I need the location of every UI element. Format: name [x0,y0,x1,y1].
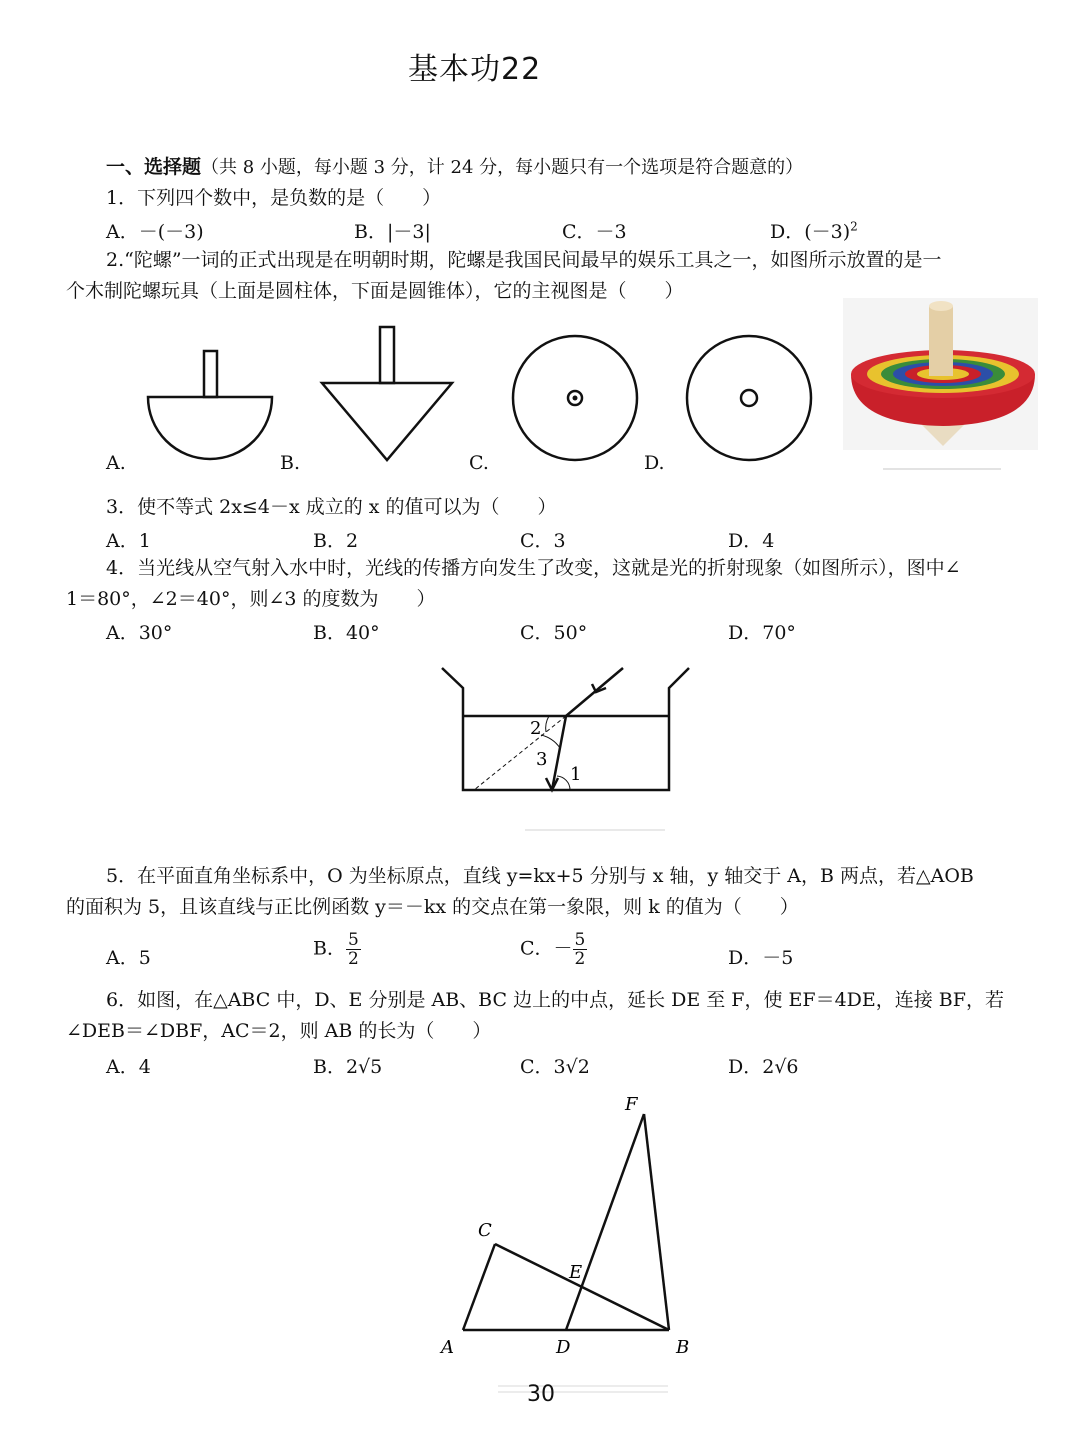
q4-fig-incident-ray [566,668,623,716]
q4-fig-label-2: 2 [530,718,542,739]
q2-fig-b-stick [380,327,394,383]
q4-fig-dashed-extension [474,716,566,790]
q5-option-c-fraction [573,931,588,968]
q5-stem-line2: 的面积为 5，且该直线与正比例函数 y＝－kx 的交点在第一象限，则 k 的值为（ ） [66,896,799,918]
q5-option-b-numerator: 5 [347,930,359,950]
q2-fig-a-stick [204,351,217,397]
q6-option-a: A．4 [106,1056,151,1078]
q4-option-c: C．50° [520,622,588,644]
q4-stem-line1: 4．当光线从空气射入水中时，光线的传播方向发生了改变，这就是光的折射现象（如图所示），图中∠ [106,557,961,579]
q1-option-b: B．|－3| [354,221,431,243]
q6-fig-segment-fb [644,1114,669,1330]
q3-option-b: B．2 [313,530,359,552]
q6-stem-line2: ∠DEB＝∠DBF，AC＝2，则 AB 的长为（ ） [66,1020,492,1042]
q5-option-b [313,931,361,968]
q6-fig-segment-ac [463,1244,495,1330]
q1-stem: 1．下列四个数中，是负数的是（ ） [106,187,442,209]
q3-option-c: C．3 [520,530,566,552]
q3-option-a: A．1 [106,530,151,552]
spinning-top-image [843,298,1043,478]
q6-triangle-figure [0,1090,1080,1380]
q4-fig-angle3-arc [541,735,560,748]
q2-fig-d-circle [687,336,811,460]
q1-option-d [770,217,858,244]
q4-option-b: B．40° [313,622,380,644]
section-heading [106,155,803,180]
q1-option-d-exponent: 2 [850,219,858,234]
q2-label-a: A. [106,452,126,474]
q4-refraction-figure [0,660,1080,850]
q2-label-d: D. [644,452,665,474]
q6-fig-label-a: A [441,1337,454,1358]
q4-option-a: A．30° [106,622,173,644]
q5-stem-line1: 5．在平面直角坐标系中，O 为坐标原点，直线 y=kx+5 分别与 x 轴，y 轴交于 A，B 两点，若△AOB [106,865,974,887]
q6-option-c: C．3√2 [520,1056,590,1078]
q4-option-d: D．70° [728,622,796,644]
q6-fig-label-e: E [569,1262,583,1283]
q4-fig-angle1-arc [557,776,570,790]
q4-stem-line2: 1＝80°，∠2＝40°，则∠3 的度数为 ） [66,588,436,610]
q5-option-b-fraction [346,931,361,968]
q5-option-c-numerator: 5 [574,930,586,950]
q5-option-c-denominator: 2 [574,949,586,969]
q6-fig-label-b: B [676,1337,690,1358]
q6-stem-line1: 6．如图，在△ABC 中，D、E 分别是 AB、BC 边上的中点，延长 DE 至 F，使 EF＝4DE，连接 BF，若 [106,989,1004,1011]
q2-stem-line2: 个木制陀螺玩具（上面是圆柱体，下面是圆锥体），它的主视图是（ ） [66,280,684,302]
section-heading-label: 一、选择题 [106,156,202,178]
q3-option-d: D．4 [728,530,775,552]
q4-fig-container [442,668,689,790]
section-description: （共 8 小题，每小题 3 分，计 24 分，每小题只有一个选项是符合题意的） [201,157,804,178]
q4-fig-label-1: 1 [570,764,582,785]
q6-option-d: D．2√6 [728,1056,799,1078]
q2-fig-c-center-dot [573,396,578,401]
q2-fig-a-semicircle [148,397,272,459]
q2-label-b: B. [280,452,301,474]
q5-option-b-denominator: 2 [347,949,359,969]
q4-fig-label-3: 3 [536,749,548,770]
q5-option-a: A．5 [106,947,151,969]
q2-fig-d-inner-circle [741,390,757,406]
q1-option-c: C．－3 [562,221,627,243]
q2-label-c: C. [469,452,489,474]
q6-fig-label-f: F [625,1094,638,1115]
q6-fig-label-c: C [478,1220,492,1241]
q5-option-c [520,931,587,968]
q6-option-b: B．2√5 [313,1056,383,1078]
q3-stem: 3．使不等式 2x≤4－x 成立的 x 的值可以为（ ） [106,496,557,518]
q6-fig-label-d: D [556,1337,571,1358]
q2-fig-b-triangle [322,383,452,460]
page-number: 30 [527,1382,555,1407]
page-title: 基本功22 [408,52,542,87]
q5-option-b-label: B． [313,937,346,960]
q5-option-d: D．－5 [728,947,794,969]
q1-option-d-text: D．(－3) [770,221,851,243]
q2-stem-line1: 2.“陀螺”一词的正式出现是在明朝时期，陀螺是我国民间最早的娱乐工具之一，如图所示放置的是一 [106,249,942,271]
q1-option-a: A．－(－3) [106,221,204,243]
q5-option-c-label: C．－ [520,937,573,960]
